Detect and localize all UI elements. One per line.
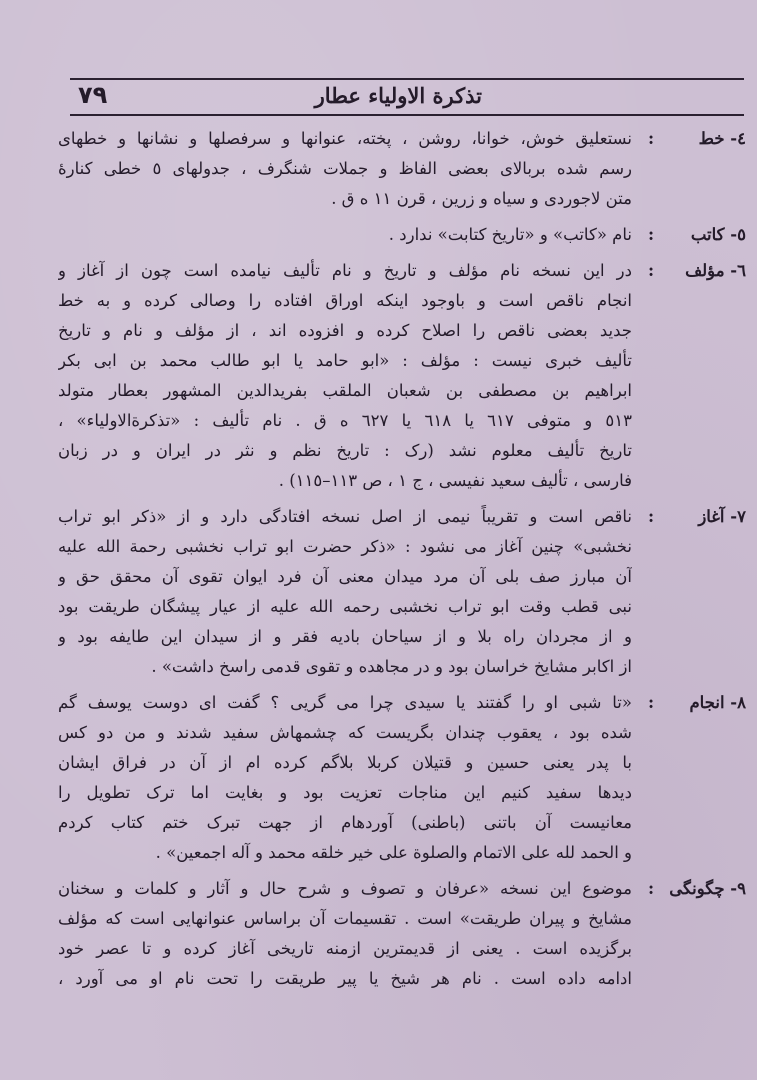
entry-label: ٤- خط : bbox=[638, 124, 746, 154]
text-line: و از مجردان راه بلا و از سیاحان بادیه فقر و از سیدان این طایفه بود و bbox=[58, 627, 632, 646]
page-number: ۷۹ bbox=[78, 81, 108, 109]
text-line: در این نسخه نام مؤلف و تاریخ و نام تألیف نیامده است چون از آغاز و bbox=[58, 261, 632, 280]
entry-label-text: ٤- خط bbox=[698, 129, 746, 148]
text-line: انجام ناقص است و باوجود اینکه اوراق افتاده را وصالی کرده و به خط bbox=[58, 291, 632, 310]
running-title: تذکرة الاولیاء عطار bbox=[314, 83, 482, 108]
text-line: فارسی ، تألیف سعید نفیسی ، ج ١ ، ص ١١٣–١١٥) . bbox=[278, 471, 632, 490]
text-line: شده بود ، یعقوب چندان بگریست که چشمهاش سفید شدند و من دو کس bbox=[58, 723, 632, 742]
entry-label: ٦- مؤلف : bbox=[638, 256, 746, 286]
entry-label-text: ٦- مؤلف bbox=[685, 261, 746, 280]
entry-scribe bbox=[58, 220, 746, 250]
text-line: دیدها سفید کنیم این مناجات تعزیت بود و بغایت اما ترک تطویل را bbox=[58, 783, 632, 802]
entry-label-text: ٩- چگونگی bbox=[669, 879, 746, 898]
text-line: از اکابر مشایخ خراسان بود و در مجاهده و تقوی قدمی راسخ داشت» . bbox=[151, 657, 632, 676]
text-line: «تا شبی او را گفتند یا سیدی چرا می گریی ؟ گفت ای دوست یوسف گم bbox=[58, 693, 632, 712]
entry-description bbox=[58, 874, 746, 994]
text-line: متن لاجوردی و سیاه و زرین ، قرن ١١ ه ق . bbox=[331, 189, 632, 208]
text-line: ٥١٣ و متوفی ٦١٧ یا ٦١٨ یا ٦٢٧ ه ق . نام تألیف : «تذکرةالاولیاء» ، bbox=[58, 411, 632, 430]
text-line: مشایخ و پیران طریقت» است . تقسیمات آن براساس عنوانهایی است که مؤلف bbox=[58, 909, 632, 928]
entry-beginning bbox=[58, 502, 746, 682]
text-line: جدید بعضی ناقص را اصلاح کرده و افزوده اند ، از مؤلف و نام و تاریخ bbox=[58, 321, 632, 340]
text-line: ابراهیم بن مصطفی بن شعبان الملقب بفریدالدین المشهور بعطار متولد bbox=[58, 381, 632, 400]
text-line: برگزیده است . یعنی از قدیمترین ازمنه تاریخی آغاز کرده و تا عصر خود bbox=[58, 939, 632, 958]
entry-label: ٧- آغاز : bbox=[638, 502, 746, 532]
entry-label: ٨- انجام : bbox=[638, 688, 746, 718]
entry-ending bbox=[58, 688, 746, 868]
entry-label: ٥- کاتب : bbox=[638, 220, 746, 250]
text-line: موضوع این نسخه «عرفان و تصوف و شرح حال و آثار و کلمات و سخنان bbox=[58, 879, 632, 898]
text-line: نخشبی» چنین آغاز می نشود : «ذکر حضرت ابو تراب نخشبی رحمة الله علیه bbox=[58, 537, 632, 556]
text-line: ادامه داده است . نام هر شیخ یا پیر طریقت را تحت نام او می آورد ، bbox=[58, 969, 632, 988]
page-header bbox=[70, 78, 744, 116]
text-line: نام «کاتب» و «تاریخ کتابت» ندارد . bbox=[388, 225, 632, 244]
text-line: آن مبارز صف بلی آن مرد میدان معنی آن فرد ایوان تقوی آن محقق حق و bbox=[58, 567, 632, 586]
entry-author bbox=[58, 256, 746, 496]
entry-label-text: ٥- کاتب bbox=[690, 225, 746, 244]
entry-script bbox=[58, 124, 746, 214]
entry-label-text: ٧- آغاز bbox=[698, 507, 746, 526]
text-line: تألیف خبری نیست : مؤلف : «ابو حامد یا ابو طالب محمد بن ابی بکر bbox=[58, 351, 632, 370]
entry-label-text: ٨- انجام bbox=[689, 693, 746, 712]
text-line: تاریخ تألیف معلوم نشد (رک : تاریخ نظم و نثر در ایران و در زبان bbox=[58, 441, 632, 460]
text-line: رسم شده بربالای بعضی الفاظ و جملات شنگرف ، جدولهای ٥ خطی کنارهٔ bbox=[58, 159, 632, 178]
text-line: و الحمد لله علی الاتمام والصلوة علی خیر خلقه محمد و آله اجمعین» . bbox=[155, 843, 632, 862]
text-line: نبی قطب وقت ابو تراب نخشبی رحمه الله علیه از عیار پیشگان طریقت بود bbox=[58, 597, 632, 616]
text-line: نستعلیق خوش، خوانا، روشن ، پخته، عنوانها و سرفصلها و نشانها و خطهای bbox=[58, 129, 632, 148]
text-line: ناقص است و تقریباً نیمی از اصل نسخه افتادگی دارد و از «ذکر ابو تراب bbox=[58, 507, 632, 526]
text-line: معانیست آن باتنی (باطنی) آوردهام از جهت تبرک ختم کتاب کردم bbox=[58, 813, 632, 832]
text-line: با پدر یعنی حسین و قتیلان کربلا بلاگم کرده ام از آن در فراق ایشان bbox=[58, 753, 632, 772]
catalog-entries bbox=[58, 124, 746, 994]
entry-label: ٩- چگونگی : bbox=[638, 874, 746, 904]
